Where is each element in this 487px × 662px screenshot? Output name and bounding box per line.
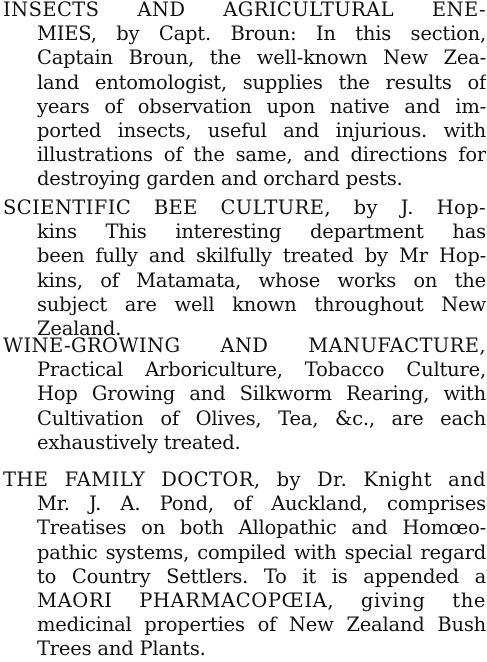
entry-line: pathic systems, compiled with special regard [37,540,486,564]
entry-line: Cultivation of Olives, Tea, &c., are each [37,406,486,430]
entry-line: kins, of Matamata, whose works on the [37,268,486,292]
entry-line: Trees and Plants. [37,637,206,661]
entry-insects [3,0,486,192]
entry-line: subject are well known throughout New [37,292,486,316]
entry-line: Hop Growing and Silkworm Rearing, with [37,382,486,406]
entry-line: MIES, by Capt. Broun: In this section, [37,22,486,46]
entry-line: to Country Settlers. To it is appended a [37,564,486,588]
entry-line: SCIENTIFIC BEE CULTURE, by J. Hop- [3,196,486,219]
entry-line: been fully and skilfully treated by Mr Hop- [37,244,486,268]
entry-wine-growing [3,334,486,455]
entry-line: Zealand. [37,316,122,340]
entry-line: Captain Broun, the well-known New Zea- [37,46,486,70]
entry-line: illustrations of the same, and directions for [37,143,486,167]
entry-line: MAORI PHARMACOPŒIA, giving the [37,588,486,612]
entry-line: Mr. J. A. Pond, of Auckland, comprises [37,492,486,516]
entry-line: Practical Arboriculture, Tobacco Culture, [37,358,486,382]
entry-line: years of observation upon native and im- [37,94,486,118]
entry-line: Treatises on both Allopathic and Homœo- [37,516,486,540]
entry-bee-culture [3,196,486,341]
entry-line: INSECTS AND AGRICULTURAL ENE- [3,0,486,21]
entry-line: THE FAMILY DOCTOR, by Dr. Knight and [3,468,486,491]
entry-line: medicinal properties of New Zealand Bush [37,613,486,637]
entry-line: exhaustively treated. [37,430,241,454]
entry-family-doctor [3,468,486,662]
entry-line: destroying garden and orchard pests. [37,167,403,191]
entry-line: WINE-GROWING AND MANUFACTURE, [3,334,486,357]
entry-line: land entomologist, supplies the results of [37,70,486,94]
entry-line: ported insects, useful and injurious. with [37,118,486,142]
entry-line: kins This interesting department has [37,220,486,244]
